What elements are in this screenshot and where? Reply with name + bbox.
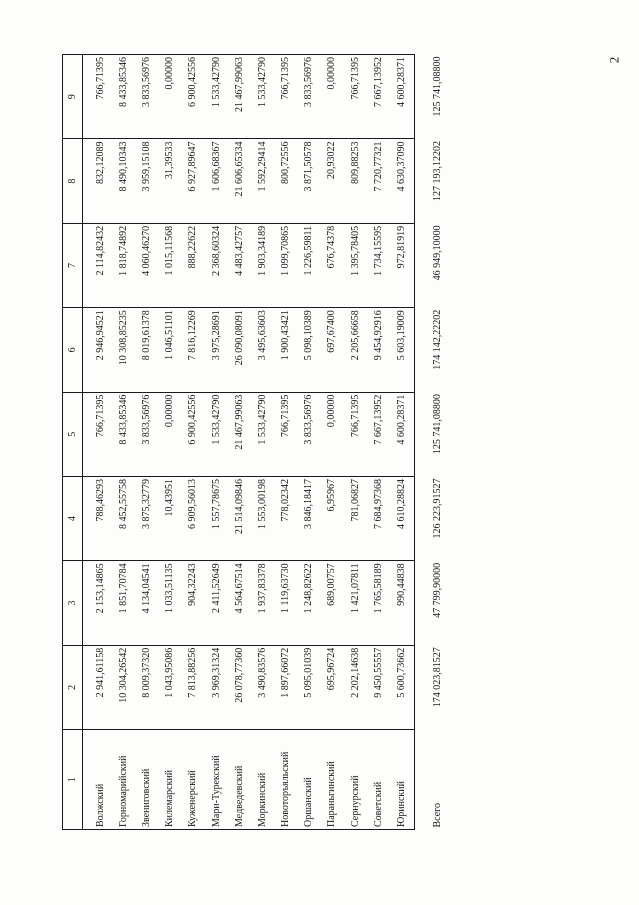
- table-cell: 1 937,83378: [251, 561, 274, 645]
- table-cell: 5 098,10389: [298, 308, 321, 392]
- table-cell: 1 119,63730: [275, 561, 298, 645]
- total-cell: 174 023,81527: [431, 647, 443, 708]
- table-cell: 3 875,32779: [135, 476, 158, 560]
- table-row: [112, 55, 135, 830]
- table-cell: 1 046,51101: [159, 308, 182, 392]
- table-cell: 766,71395: [344, 392, 367, 476]
- column-header-7: 7: [63, 223, 83, 307]
- table-cell: 4 610,28824: [390, 476, 414, 560]
- table-cell: 9 450,55557: [367, 645, 390, 729]
- table-cell: 10,43951: [159, 476, 182, 560]
- table-cell: 20,93022: [321, 139, 344, 223]
- table-cell: 4 134,04541: [135, 561, 158, 645]
- table-cell: 6 909,56013: [182, 476, 205, 560]
- column-header-1: 1: [63, 730, 83, 830]
- total-cell: 46 949,10000: [431, 225, 443, 281]
- table-row: [159, 55, 182, 830]
- table-cell: 1 533,42790: [251, 392, 274, 476]
- table-cell: 3 871,50578: [298, 139, 321, 223]
- table-cell: 8 452,55758: [112, 476, 135, 560]
- table-cell: 1 903,34189: [251, 223, 274, 307]
- table-row: [367, 55, 390, 830]
- table-row: [321, 55, 344, 830]
- header-row: [63, 55, 83, 830]
- table-row: [344, 55, 367, 830]
- table-cell: 2 205,66658: [344, 308, 367, 392]
- district-name: Параньгинский: [321, 730, 344, 830]
- table-cell: 1 765,58189: [367, 561, 390, 645]
- table-cell: 809,88253: [344, 139, 367, 223]
- table-cell: 3 959,15108: [135, 139, 158, 223]
- table-cell: 2 941,61158: [83, 645, 113, 729]
- table-cell: 3 833,56976: [135, 392, 158, 476]
- total-cell: 127 193,12202: [431, 140, 443, 201]
- table-cell: 689,00757: [321, 561, 344, 645]
- table-cell: 0,00000: [321, 55, 344, 139]
- table-cell: 9 454,92916: [367, 308, 390, 392]
- table-cell: 3 833,56976: [298, 392, 321, 476]
- table-cell: 8 019,61378: [135, 308, 158, 392]
- table-cell: 10 308,85235: [112, 308, 135, 392]
- total-cell: 125 741,08800: [431, 56, 443, 117]
- table-cell: 1 533,42790: [205, 392, 228, 476]
- data-table: [62, 54, 453, 830]
- table-cell: 7 684,97368: [367, 476, 390, 560]
- table-cell: 697,67400: [321, 308, 344, 392]
- table-cell: 788,46293: [83, 476, 113, 560]
- table-cell: 1 897,66072: [275, 645, 298, 729]
- table-cell: 1 606,68367: [205, 139, 228, 223]
- table-cell: 1 900,43421: [275, 308, 298, 392]
- table-cell: 26 090,08091: [228, 308, 251, 392]
- table-cell: 8 433,85346: [112, 392, 135, 476]
- district-name: Звениговский: [135, 730, 158, 830]
- total-label: Всего: [431, 802, 443, 828]
- table-cell: 3 846,18417: [298, 476, 321, 560]
- table-cell: 3 975,28691: [205, 308, 228, 392]
- table-cell: 904,32243: [182, 561, 205, 645]
- table-cell: 5 603,19009: [390, 308, 414, 392]
- rotated-table-container: [62, 54, 443, 830]
- table-cell: 2 946,94521: [83, 308, 113, 392]
- table-cell: 1 533,42790: [205, 55, 228, 139]
- table-cell: 1 734,15595: [367, 223, 390, 307]
- table-cell: 0,00000: [159, 392, 182, 476]
- table-cell: 888,22622: [182, 223, 205, 307]
- column-header-6: 6: [63, 308, 83, 392]
- table-row: [182, 55, 205, 830]
- table-cell: 21 467,99063: [228, 55, 251, 139]
- table-cell: 7 667,13952: [367, 55, 390, 139]
- district-name: Сернурский: [344, 730, 367, 830]
- column-header-2: 2: [63, 645, 83, 729]
- district-name: Оршанский: [298, 730, 321, 830]
- total-cell: 47 799,90000: [431, 562, 443, 618]
- table-cell: 4 600,28371: [390, 55, 414, 139]
- district-name: Куженерский: [182, 730, 205, 830]
- table-cell: 2 114,82432: [83, 223, 113, 307]
- column-header-3: 3: [63, 561, 83, 645]
- table-row: [228, 55, 251, 830]
- district-name: Горномарийский: [112, 730, 135, 830]
- table-cell: 6 900,42556: [182, 392, 205, 476]
- table-cell: 0,00000: [159, 55, 182, 139]
- table-cell: 21 514,09846: [228, 476, 251, 560]
- table-cell: 1 421,07811: [344, 561, 367, 645]
- table-cell: 1 395,78405: [344, 223, 367, 307]
- table-cell: 10 304,26542: [112, 645, 135, 729]
- total-cell: 125 741,08800: [431, 394, 443, 455]
- table-cell: 8 490,10343: [112, 139, 135, 223]
- district-name: Мари-Турекский: [205, 730, 228, 830]
- table-cell: 3 833,56976: [298, 55, 321, 139]
- table-row: [275, 55, 298, 830]
- table-cell: 2 411,52649: [205, 561, 228, 645]
- table-cell: 766,71395: [275, 55, 298, 139]
- table-cell: 3 495,63603: [251, 308, 274, 392]
- column-header-5: 5: [63, 392, 83, 476]
- table-row: [251, 55, 274, 830]
- table-cell: 6 927,89647: [182, 139, 205, 223]
- district-name: Волжский: [83, 730, 113, 830]
- table-cell: 676,74378: [321, 223, 344, 307]
- table-cell: 1 533,42790: [251, 55, 274, 139]
- table-cell: 7 667,13952: [367, 392, 390, 476]
- table-cell: 1 818,74892: [112, 223, 135, 307]
- table-cell: 1 099,70865: [275, 223, 298, 307]
- column-header-4: 4: [63, 476, 83, 560]
- table-cell: 1 557,78675: [205, 476, 228, 560]
- table-cell: 766,71395: [83, 392, 113, 476]
- district-name: Килемарский: [159, 730, 182, 830]
- table-cell: 778,02342: [275, 476, 298, 560]
- table-cell: 972,81919: [390, 223, 414, 307]
- table-row: [390, 55, 414, 830]
- table-cell: 1 015,11568: [159, 223, 182, 307]
- table-cell: 5 600,73662: [390, 645, 414, 729]
- table-cell: 8 009,37320: [135, 645, 158, 729]
- table-row: [205, 55, 228, 830]
- district-name: Советский: [367, 730, 390, 830]
- table-cell: 4 564,67514: [228, 561, 251, 645]
- table-row: [83, 55, 113, 830]
- column-header-8: 8: [63, 139, 83, 223]
- table-cell: 31,39533: [159, 139, 182, 223]
- table-body: [83, 55, 453, 830]
- total-cell: 126 223,91527: [431, 478, 443, 539]
- total-cell: 174 142,22202: [431, 309, 443, 370]
- district-name: Новоторъяльский: [275, 730, 298, 830]
- table-cell: 4 630,37090: [390, 139, 414, 223]
- table-cell: 781,06827: [344, 476, 367, 560]
- table-cell: 695,96724: [321, 645, 344, 729]
- table-cell: 21 467,99063: [228, 392, 251, 476]
- table-cell: 2 202,14638: [344, 645, 367, 729]
- table-row: [298, 55, 321, 830]
- table-cell: 1 592,29414: [251, 139, 274, 223]
- table-cell: 3 490,83576: [251, 645, 274, 729]
- table-cell: 766,71395: [275, 392, 298, 476]
- table-cell: 8 433,85346: [112, 55, 135, 139]
- table-row: [135, 55, 158, 830]
- table-cell: 7 720,77321: [367, 139, 390, 223]
- table-cell: 21 606,65334: [228, 139, 251, 223]
- table-cell: 26 078,77360: [228, 645, 251, 729]
- table-cell: 0,00000: [321, 392, 344, 476]
- table-cell: 2 368,60324: [205, 223, 228, 307]
- table-cell: 766,71395: [344, 55, 367, 139]
- table-cell: 1 553,00198: [251, 476, 274, 560]
- table-cell: 7 813,88256: [182, 645, 205, 729]
- table-cell: 6 900,42556: [182, 55, 205, 139]
- table-cell: 5 095,01039: [298, 645, 321, 729]
- page-number: 2: [605, 56, 621, 64]
- table-cell: 1 043,95086: [159, 645, 182, 729]
- table-cell: 832,12089: [83, 139, 113, 223]
- table-cell: 1 033,51135: [159, 561, 182, 645]
- column-header-9: 9: [63, 55, 83, 139]
- total-row: [414, 55, 453, 830]
- table-cell: 4 060,46270: [135, 223, 158, 307]
- table-cell: 990,44838: [390, 561, 414, 645]
- table-cell: 3 969,31324: [205, 645, 228, 729]
- table-cell: 3 833,56976: [135, 55, 158, 139]
- table-cell: 800,72556: [275, 139, 298, 223]
- district-name: Моркинский: [251, 730, 274, 830]
- district-name: Юринский: [390, 730, 414, 830]
- table-cell: 4 483,42757: [228, 223, 251, 307]
- table-cell: 2 153,14865: [83, 561, 113, 645]
- table-cell: 7 816,12269: [182, 308, 205, 392]
- table-cell: 6,95967: [321, 476, 344, 560]
- table-cell: 1 851,70784: [112, 561, 135, 645]
- table-cell: 4 600,28371: [390, 392, 414, 476]
- table-cell: 766,71395: [83, 55, 113, 139]
- table-cell: 1 226,59811: [298, 223, 321, 307]
- table-cell: 1 248,82622: [298, 561, 321, 645]
- district-name: Медведевский: [228, 730, 251, 830]
